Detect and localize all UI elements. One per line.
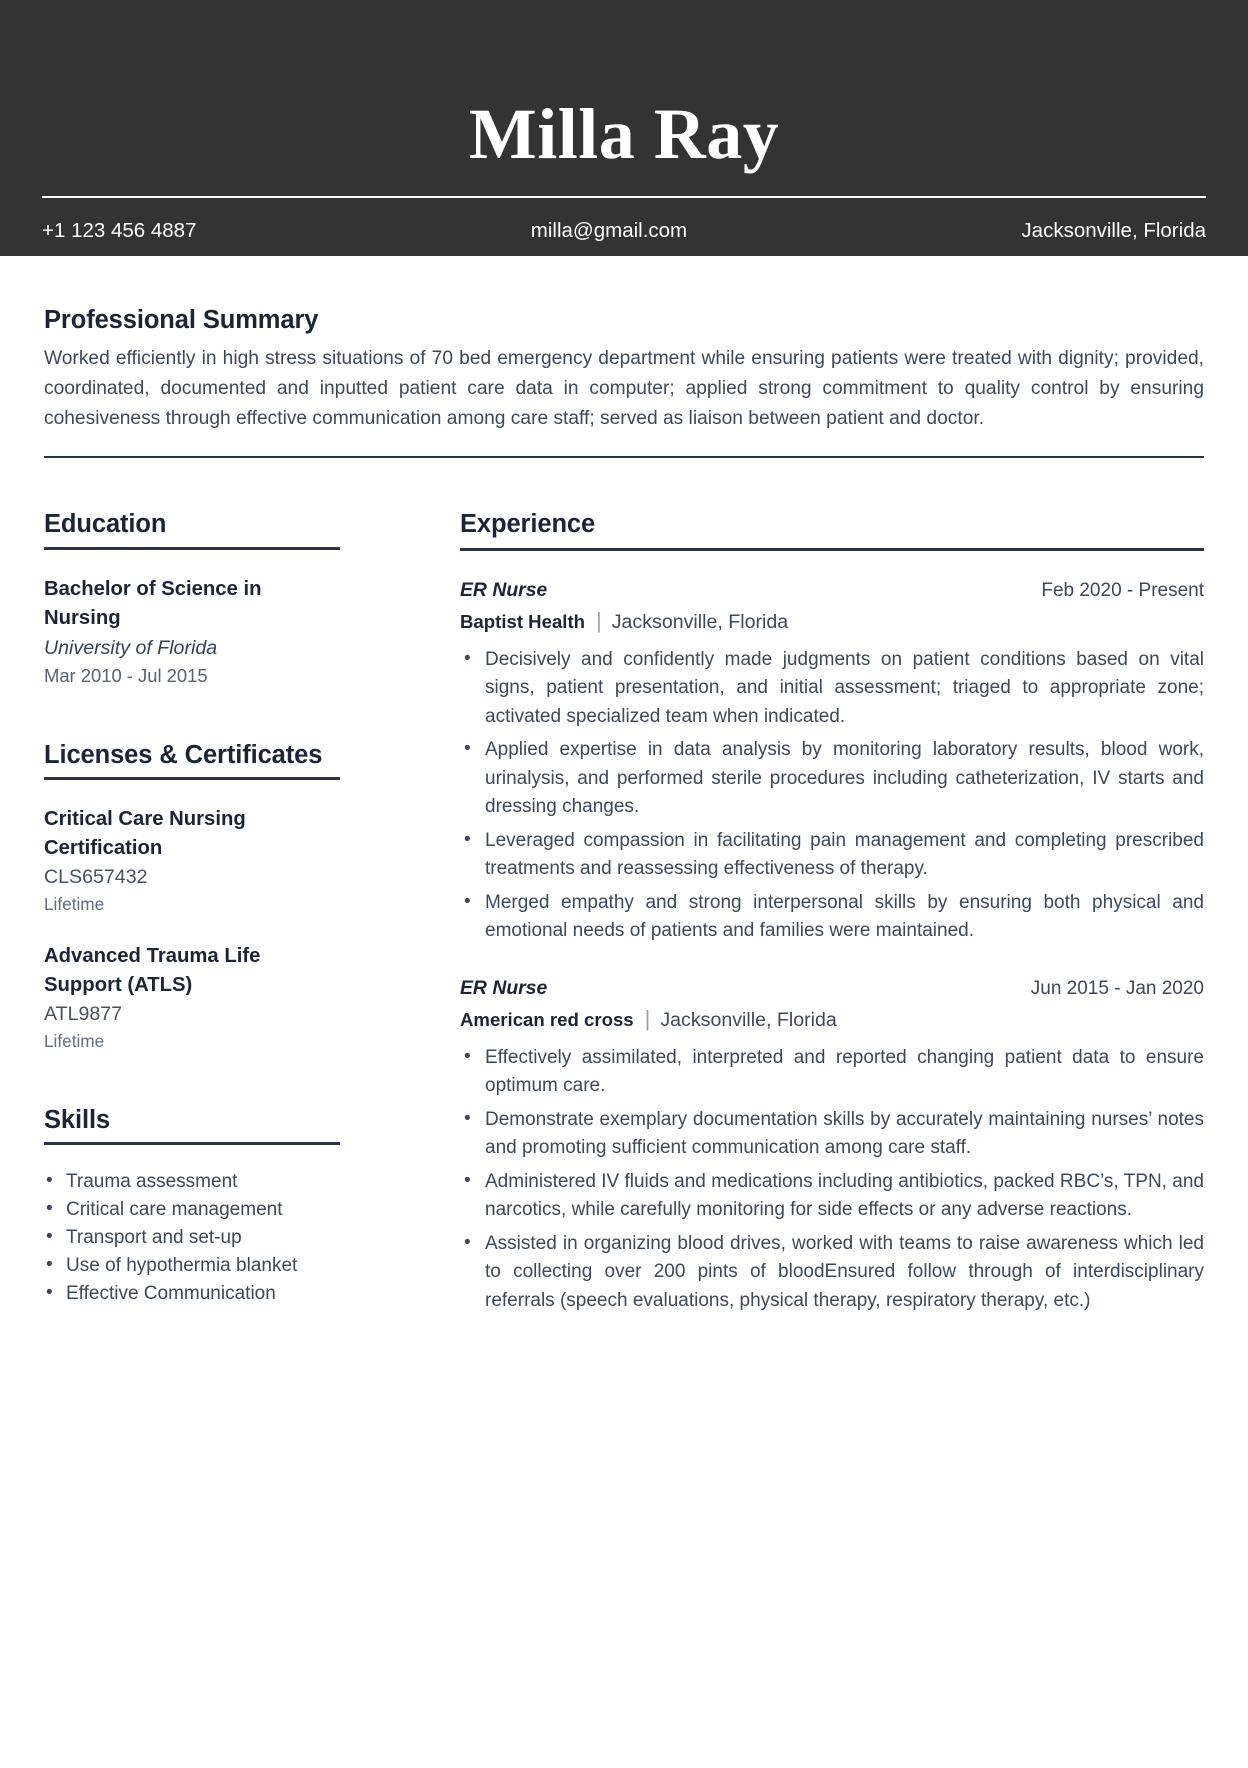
skill-item: • Effective Communication [44, 1280, 340, 1308]
contact-row [42, 218, 1206, 244]
skill-item: • Critical care management [44, 1196, 340, 1224]
job-company: American red cross [460, 1008, 634, 1030]
summary-text: Worked efficiently in high stress situations of 70 bed emergency department while ensuring patients were treated with dignity; provided, coordinated, documented and inputted patient care data in computer; applied strong commitment to quality control by ensuring cohesiveness through effective communication among care staff; served as liaison between patient and doctor. [44, 348, 1204, 430]
license-entry [44, 805, 340, 917]
education-section [44, 510, 340, 688]
job-company-row [460, 608, 1204, 635]
experience-heading: Experience [460, 510, 596, 539]
candidate-name: Milla Ray [468, 94, 780, 174]
skills-section [44, 1106, 340, 1308]
skills-heading-rule [44, 1142, 340, 1145]
job-bullet: • Applied expertise in data analysis by monitoring laboratory results, blood work, urinalysis, and performed sterile procedures including catheterization, IV starts and dressing changes. [460, 736, 1204, 822]
experience-section [460, 510, 1204, 1315]
education-dates: Mar 2010 - Jul 2015 [44, 664, 208, 686]
job-bullet: • Leveraged compassion in facilitating pain management and completing prescribed treatments and reassessing effectiveness of therapy. [460, 827, 1204, 884]
job-bullet: • Effectively assimilated, interpreted and reported changing patient data to ensure optimum care. [460, 1044, 1204, 1101]
job-header-row [460, 975, 1204, 1002]
job-dates: Jun 2015 - Jan 2020 [1030, 977, 1204, 999]
header-divider [42, 196, 1206, 198]
license-title: Critical Care Nursing Certification [44, 807, 246, 859]
license-validity: Lifetime [44, 893, 105, 914]
skills-heading: Skills [44, 1105, 111, 1134]
job-bullet-list [460, 1044, 1204, 1316]
left-column [44, 510, 340, 1308]
experience-entry [460, 577, 1204, 946]
job-bullet: • Demonstrate exemplary documentation skills by accurately maintaining nurses’ notes and promoting sufficient communication among care staff. [460, 1106, 1204, 1163]
job-header-row [460, 577, 1204, 604]
skills-list [44, 1168, 340, 1308]
job-bullet: • Assisted in organizing blood drives, worked with teams to raise awareness which led to collecting over 200 pints of bloodEnsured follow through of interdisciplinary referrals (speech evaluations, physical therapy, respiratory therapy, etc.) [460, 1230, 1204, 1316]
education-heading-rule [44, 547, 340, 550]
license-entry [44, 942, 340, 1054]
job-dates: Feb 2020 - Present [1041, 579, 1204, 601]
education-entry [44, 575, 340, 689]
license-validity: Lifetime [44, 1030, 105, 1051]
skill-item: • Use of hypothermia blanket [44, 1252, 340, 1280]
licenses-section [44, 741, 340, 1054]
body-columns [0, 458, 1248, 1315]
licenses-heading: Licenses & Certificates [44, 740, 323, 769]
job-company-row [460, 1006, 1204, 1033]
experience-entry [460, 975, 1204, 1316]
job-bullet: • Administered IV fluids and medications including antibiotics, packed RBC’s, TPN, and narcotics, while carefully monitoring for side effects or any adverse reactions. [460, 1168, 1204, 1225]
job-title: ER Nurse [460, 976, 548, 999]
skill-item: • Trauma assessment [44, 1168, 340, 1196]
education-degree: Bachelor of Science in Nursing [44, 577, 262, 629]
license-code: ATL9877 [44, 1002, 123, 1025]
experience-heading-rule [460, 548, 1204, 551]
job-company: Baptist Health [460, 610, 586, 632]
resume-header [0, 0, 1248, 256]
license-title: Advanced Trauma Life Support (ATLS) [44, 944, 261, 996]
professional-summary-section [0, 256, 1248, 458]
contact-phone[interactable]: +1 123 456 4887 [42, 219, 197, 242]
licenses-heading-rule [44, 777, 340, 780]
education-school: University of Florida [44, 636, 218, 659]
right-column [460, 510, 1204, 1315]
job-separator: | [596, 607, 602, 633]
job-location: Jacksonville, Florida [611, 610, 789, 633]
job-title: ER Nurse [460, 578, 548, 601]
job-bullet-list [460, 646, 1204, 946]
skill-item: • Transport and set-up [44, 1224, 340, 1252]
contact-location: Jacksonville, Florida [1021, 219, 1206, 242]
summary-heading: Professional Summary [44, 306, 319, 334]
license-code: CLS657432 [44, 865, 148, 888]
job-bullet: • Merged empathy and strong interpersonal skills by ensuring both physical and emotional needs of patients and families were maintained. [460, 889, 1204, 946]
education-heading: Education [44, 510, 167, 539]
job-separator: | [644, 1005, 651, 1031]
contact-email[interactable]: milla@gmail.com [530, 219, 688, 242]
job-bullet: • Decisively and confidently made judgments on patient conditions based on vital signs, patient presentation, and initial assessment; triaged to appropriate zone; activated specialized team when indicated. [460, 646, 1204, 732]
job-location: Jacksonville, Florida [660, 1008, 837, 1031]
